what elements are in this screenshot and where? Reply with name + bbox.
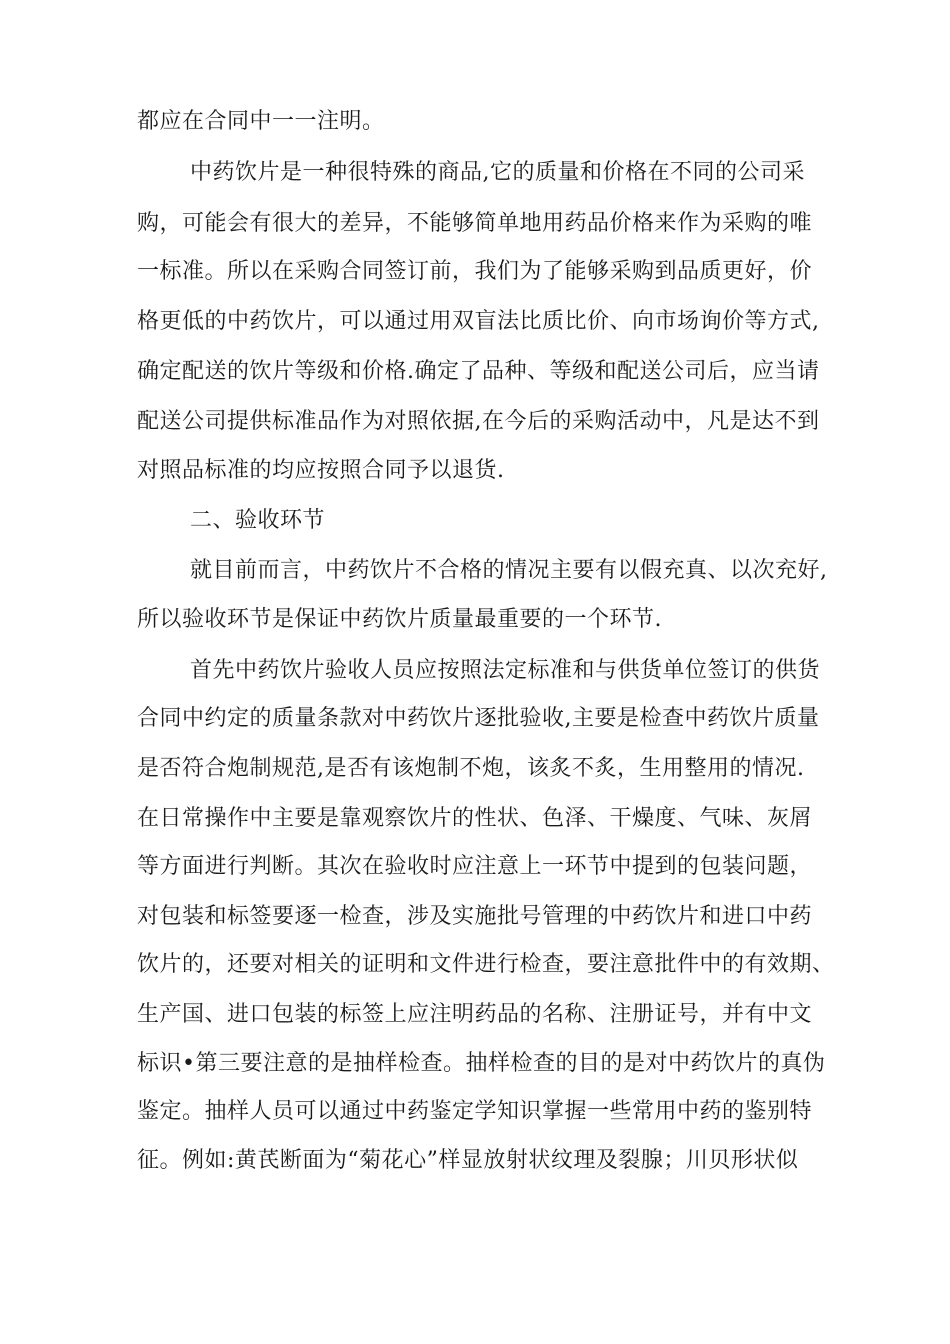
text-line: 是否符合炮制规范,是否有该炮制不炮，该炙不炙，生用整用的情况. — [137, 756, 805, 781]
text-line: 格更低的中药饮片，可以通过用双盲法比质比价、向市场询价等方式, — [137, 309, 820, 334]
text-line: 购，可能会有很大的差异，不能够简单地用药品价格来作为采购的唯 — [137, 211, 813, 236]
text-line: 征。例如:黄芪断面为“菊花心”样显放射状纹理及裂腺；川贝形状似 — [137, 1148, 799, 1173]
text-line: 对照品标准的均应按照合同予以退货. — [137, 458, 505, 483]
text-line: 合同中约定的质量条款对中药饮片逐批验收,主要是检查中药饮片质量 — [137, 706, 820, 731]
paragraph-first-line: 首先中药饮片验收人员应按照法定标准和与供货单位签订的供货 — [190, 658, 821, 683]
text-line: 在日常操作中主要是靠观察饮片的性状、色泽、干燥度、气味、灰屑 — [137, 806, 813, 831]
text-line: 鉴定。抽样人员可以通过中药鉴定学知识掌握一些常用中药的鉴别特 — [137, 1099, 813, 1124]
text-line: 对包装和标签要逐一检查，涉及实施批号管理的中药饮片和进口中药 — [137, 904, 813, 929]
text-line: 生产国、进口包装的标签上应注明药品的名称、注册证号，并有中文 — [137, 1002, 813, 1027]
text-line: 都应在合同中一一注明。 — [137, 109, 385, 134]
text-line: 一标准。所以在采购合同签订前，我们为了能够采购到品质更好，价 — [137, 259, 813, 284]
text-line: 标识•第三要注意的是抽样检查。抽样检查的目的是对中药饮片的真伪 — [137, 1051, 826, 1076]
section-heading: 二、验收环节 — [190, 508, 326, 533]
paragraph-first-line: 中药饮片是一种很特殊的商品,它的质量和价格在不同的公司采 — [190, 160, 805, 185]
text-line: 等方面进行判断。其次在验收时应注意上一环节中提到的包装问题， — [137, 854, 813, 879]
text-line: 饮片的，还要对相关的证明和文件进行检查，要注意批件中的有效期、 — [137, 952, 835, 977]
paragraph-first-line: 就目前而言，中药饮片不合格的情况主要有以假充真、以次充好, — [190, 558, 828, 583]
text-line: 确定配送的饮片等级和价格.确定了品种、等级和配送公司后，应当请 — [137, 359, 820, 384]
text-line: 配送公司提供标准品作为对照依据,在今后的采购活动中，凡是达不到 — [137, 409, 820, 434]
text-line: 所以验收环节是保证中药饮片质量最重要的一个环节. — [137, 607, 662, 632]
